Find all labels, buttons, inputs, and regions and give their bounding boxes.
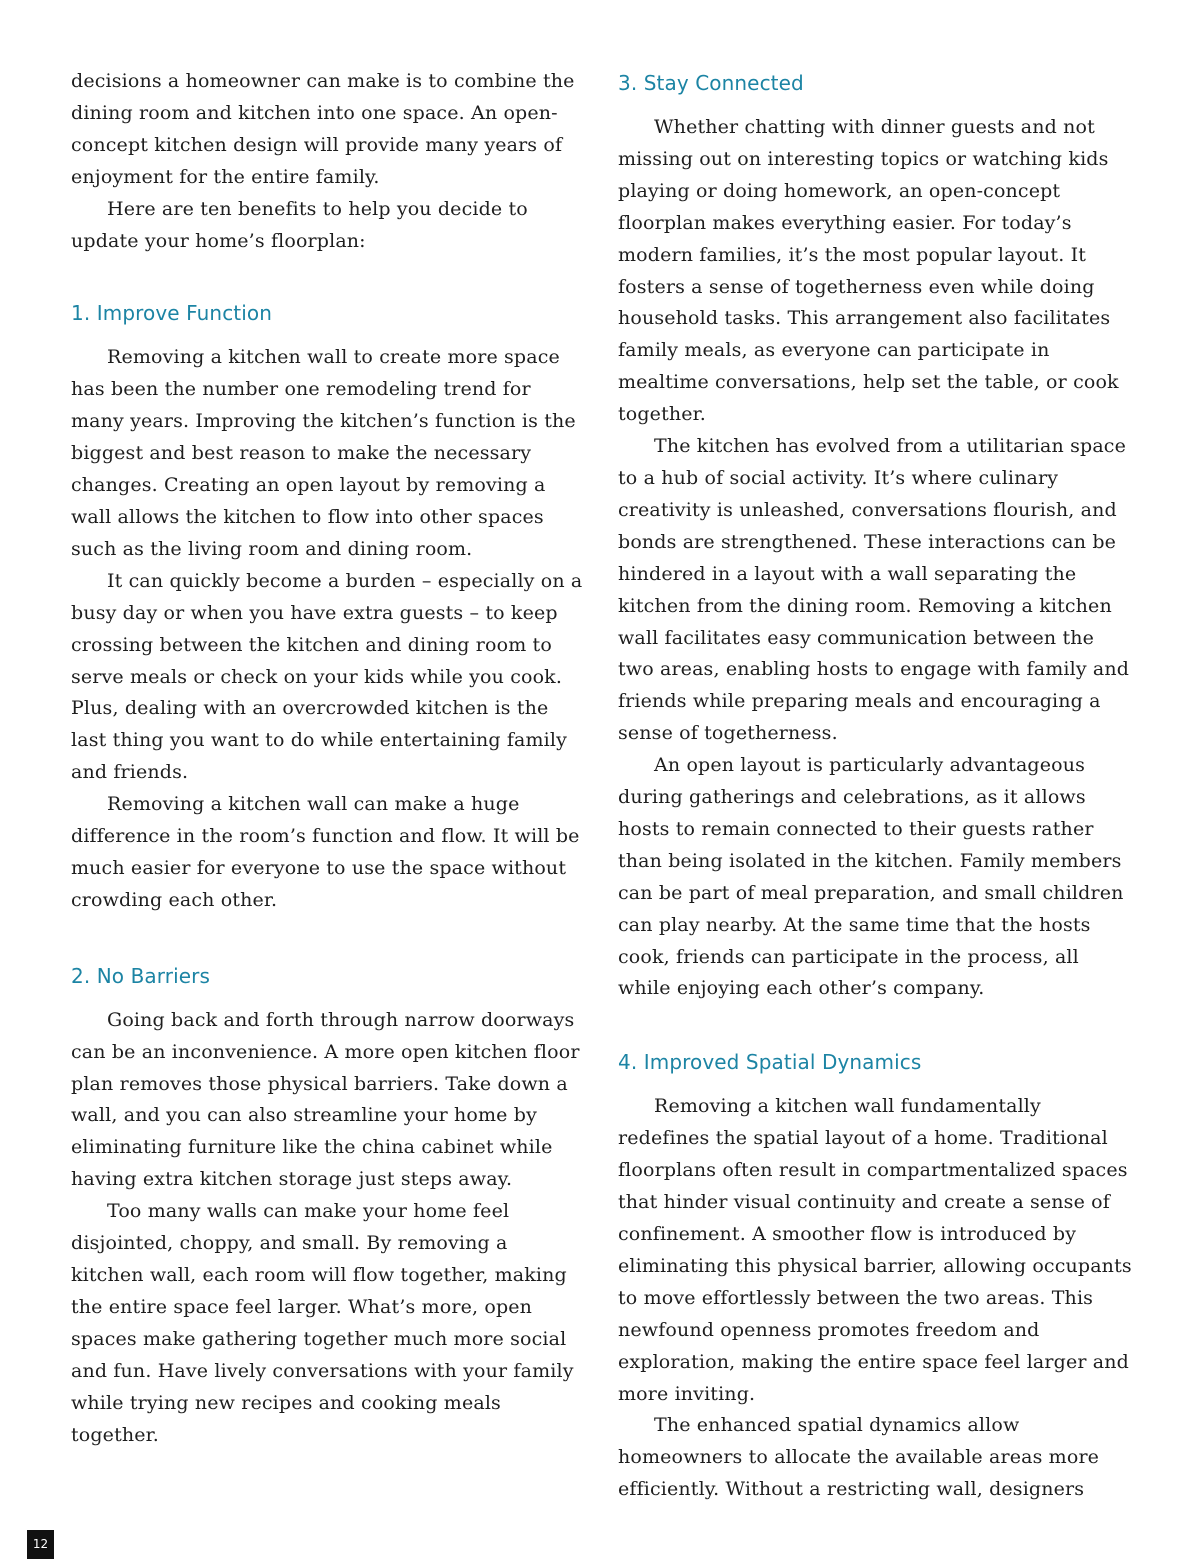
right-column	[618, 66, 1134, 1506]
section-heading-no-barriers: 2. No Barriers	[71, 963, 210, 988]
body-paragraph: Removing a kitchen wall can make a huge difference in the room’s function and flow. It will be much easier for everyone to use the space without crowding each other.	[71, 793, 580, 911]
page-number: 12	[27, 1530, 54, 1559]
body-paragraph: Removing a kitchen wall fundamentally redefines the spatial layout of a home. Traditional floorplans often result in compartmentalized spaces that hinder visual continuity and create a sense of confinement. A smoother flow is introduced by eliminating this physical barrier, allowing occupants to move effortlessly between the two areas. This newfound openness promotes freedom and exploration, making the entire space feel larger and more inviting.	[618, 1095, 1132, 1405]
section-heading-stay-connected: 3. Stay Connected	[618, 71, 804, 95]
body-paragraph: It can quickly become a burden – especially on a busy day or when you have extra guests – to keep crossing between the kitchen and dining room to serve meals or check on your kids while you cook. Plus, dealing with an overcrowded kitchen is the last thing you want to do while entertaining family and friends.	[71, 569, 583, 784]
body-paragraph: Whether chatting with dinner guests and not missing out on interesting topics or watching kids playing or doing homework, an open-concept floorplan makes everything easier. For today’s modern families, it’s the most popular layout. It fosters a sense of togetherness even while doing household tasks. This arrangement also facilitates family meals, as everyone can participate in mealtime conversations, help set the table, or cook together.	[618, 116, 1119, 426]
intro-paragraph: Here are ten benefits to help you decide to update your home’s floorplan:	[71, 197, 528, 252]
intro-paragraph: decisions a homeowner can make is to combine the dining room and kitchen into one space. An open-concept kitchen design will provide many years of enjoyment for the entire family.	[71, 70, 575, 188]
body-paragraph: An open layout is particularly advantageous during gatherings and celebrations, as it allows hosts to remain connected to their guests rather than being isolated in the kitchen. Family members can be part of meal preparation, and small children can play nearby. At the same time that the hosts cook, friends can participate in the process, all while enjoying each other’s company.	[618, 754, 1124, 1000]
section-heading-improved-spatial-dynamics: 4. Improved Spatial Dynamics	[618, 1050, 922, 1075]
body-paragraph: Too many walls can make your home feel disjointed, choppy, and small. By removing a kitchen wall, each room will flow together, making the entire space feel larger. What’s more, open spaces make gathering together much more social and fun. Have lively conversations with your family while trying new recipes and cooking meals together.	[71, 1200, 574, 1446]
body-paragraph: Removing a kitchen wall to create more space has been the number one remodeling trend for many years. Improving the kitchen’s function is the biggest and best reason to make the necessary changes. Creating an open layout by removing a wall allows the kitchen to flow into other spaces such as the living room and dining room.	[71, 346, 576, 560]
body-paragraph: The kitchen has evolved from a utilitarian space to a hub of social activity. It’s where culinary creativity is unleashed, conversations flourish, and bonds are strengthened. These interactions can be hindered in a layout with a wall separating the kitchen from the dining room. Removing a kitchen wall facilitates easy communication between the two areas, enabling hosts to engage with family and friends while preparing meals and encouraging a sense of togetherness.	[618, 435, 1130, 745]
section-heading-improve-function: 1. Improve Function	[71, 301, 273, 326]
left-column	[71, 66, 586, 1451]
body-paragraph: Going back and forth through narrow doorways can be an inconvenience. A more open kitchen floor plan removes those physical barriers. Take down a wall, and you can also streamline your home by eliminating furniture like the china cabinet while having extra kitchen storage just steps away.	[71, 1008, 580, 1191]
body-paragraph: The enhanced spatial dynamics allow homeowners to allocate the available areas more efficiently. Without a restricting wall, designers	[618, 1414, 1100, 1501]
